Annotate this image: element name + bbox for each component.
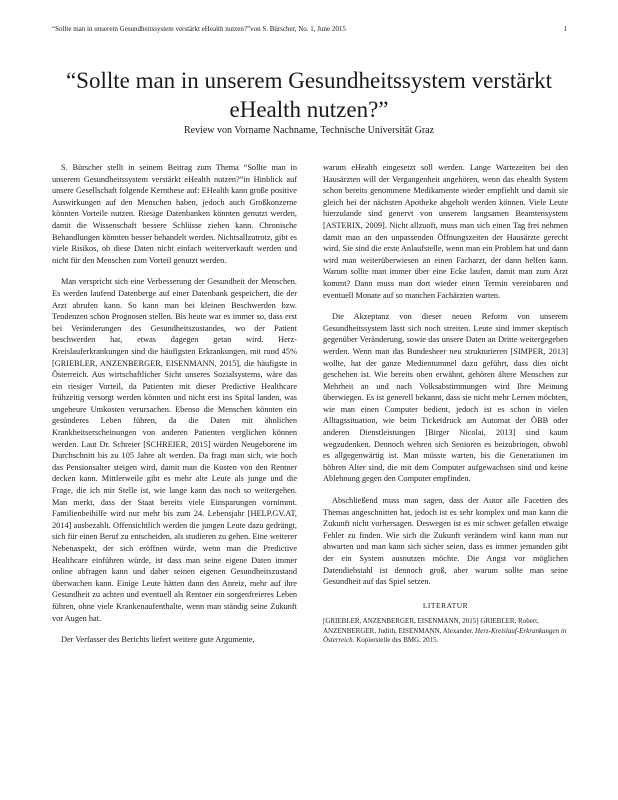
references-heading: LITERATUR: [422, 600, 469, 610]
reference-entry: [323, 617, 568, 646]
right-column: [323, 162, 568, 646]
body-paragraph: Abschließend muss man sagen, dass der Autor alle Facetten des Themas angeschnitten hat, jedoch ist es sehr komplex und man kann die Zukunft nicht vorhersagen. Deswegen ist es mir schwer gefallen etwaige Fehler zu finden. Wie sich die Zukunft verändern wird kann man nur abwarten und man kann sich sicher seien, dass es immer jemanden gibt der ein System ausnutzen möchte. Die Angst vor möglichen Datendiebstahl ist dennoch groß, aber warum sollte man seine Gesundheit auf das Spiel setzen.: [323, 496, 568, 587]
body-paragraph: Die Akzeptanz von dieser neuen Reform von unserem Gesundheitssystem lässt sich noch streiten. Leute sind immer skeptisch gegenüber Veränderung, sowie das unsere Daten an Dritte weitergegeben werden. Wenn man das Bundesheer neu strukturieren [SIMPER, 2013] wollte, hat der ganze Medientummel dazu geführt, dass dies nicht geschehen ist. Wie bereits oben erwähnt, gehören ältere Menschen zur Mehrheit an und nach Volksabstimmungen wird Ihre Meinung überwiegen. Es ist generell bekannt, dass sie nicht mehr Lernen möchten, wie man einen Computer bedient, jedoch ist es schon in vielen Alltagssituation, wie beim Ticketdruck am Automat der ÖBB oder anderen Dienstleistungen [Birger Nicolai, 2013] sind kaum wegzudenken. Dennoch wehren sich Senioren es beizubringen, obwohl es allgegenwärtig ist. Man müsste warten, bis die Generationen im höhren Alter sind, die mit dem Computer aufgewachsen sind und keine Ablehnung gegen den Computer empfinden.: [323, 312, 568, 484]
byline: Review von Vorname Nachname, Technische Universität Graz: [183, 125, 435, 136]
reference-title: Herz-Kreislauf-Erkrankungen in Österreich.: [323, 626, 567, 645]
reference-publisher: Kopierstelle des BMG. 2015.: [356, 636, 439, 645]
left-column: [52, 162, 297, 656]
body-paragraph: warum eHealth eingesetzt soll werden. Lange Wartezeiten bei den Hausärzten will der Vergangenheit angehören, wenn das ehealth System schon bereits genommene Medikamente wieder empfiehlt und damit sie gleich bei der nächsten Apotheke abgeholt werden können. Viele Leute hierzulande sind genervt von unserem langsamen Beamtensystem [ASTERIX, 2009]. Nicht allzuoft, muss man sich einen Tag frei nehmen damit man an den unpassenden Öffnungszeiten der Hausärzte gerecht wird. Sie sind die erste Anlaufstelle, wenn man ein Problem hat und dann wird man weiterüberwiesen an einen Facharzt, der dann helfen kann. Warum sollte man immer über eine Ecke laufen, damit man zum Arzt kommt? Dann muss man dort wieder einen Termin vereinbaren und eventuell Monate auf so manchen Fachärzten warten.: [323, 163, 568, 300]
body-paragraph: S. Bürscher stellt in seinem Beitrag zum Thema “Sollte man in unserem Gesundheitssystem verstärkt eHealth nutzen?”in Hinblick auf unsere Gesellschaft folgende Kernthese auf: EHealth kann große positive Auswirkungen auf den Menschen haben, jedoch auch Großkonzerne könnten Vorteile nutzen. Riesige Datenbanken könnten genutzt werden, damit die Wissenschaft bessere Schlüsse ziehen kann. Chronische Behandlungen könnten besser behandelt werden. Nichtsallzutrotz, gibt es viele Risikos, ob diese Daten nicht einfach weiterverkauft werden und nicht für den Menschen zum Vorteil genutzt werden.: [52, 163, 297, 265]
body-paragraph: Der Verfasser des Berichts liefert weitere gute Argumente,: [61, 635, 255, 645]
running-head-title: “Sollte man in unserem Gesundheitssystem verstärkt eHealth nutzen?”von S. Bürscher, No. 1, June 2015: [52, 25, 346, 33]
running-head: [52, 23, 567, 35]
page-number: 1: [563, 25, 567, 33]
reference-authors: GRIEBLER, Robert, ANZENBERGER, Judith, EISENMANN, Alexander.: [323, 617, 539, 635]
paper-title: “Sollte man in unserem Gesundheitssystem verstärkt eHealth nutzen?”: [65, 68, 553, 122]
body-paragraph: Man verspricht sich eine Verbesserung der Gesundheit der Menschen. Es werden laufend Datenberge auf einer Datenbank gespeichert, die der Arzt abrufen kann. So kann man bei kleinen Beschwerden bzw. Tendenzen schon Prognosen stellen. Bis heute war es immer so, dass erst bei Veränderungen des Gesundheitszustandes, wo der Patient beschwerden hat, etwas dagegen getan wird. Herz-Kreislauferkrankungen sind die häufigsten Erkrankungen, mit rund 45% [GRIEBLER, ANZENBERGER, EISENMANN, 2015], die häufigste in Österreich. Aus wirtschaftlicher Sicht unseres Sozialsystems, wäre das ein riesiger Vorteil, da Patienten mit dieser Predictive Healthcare frühzeitig versorgt werden könnten und nicht erst ins Spital landen, was ungeheure Umkosten verursachen. Ebenso die Menschen könnten ein gesünderes Leben führen, da die Daten mit ähnlichen Krankheitserscheinungen von anderen Patienten verglichen können werden. Laut Dr. Schreier [SCHREIER, 2015] würden Neugeborene im Durchschnitt bis zu 105 Jahre alt werden. Da fragt man sich, wie hoch das Pensionsalter steigen wird, damit man die Kosten von den Rentner decken kann. Mittlerweile gibt es mehr alte Leute als junge und die Frage, die ich mir Stelle ist, wie lange kann das noch so weitergehen. Man merkt, dass der Staat bereits viele Einsparungen vornimmt. Familienbeihilfe wird nur mehr bis zum 24. Lebensjahr [HELP.GV.AT, 2014] ausbezahlt. Offensichtlich werden die jungen Leute dazu gedrängt, sich für einen Beruf zu entscheiden, als studieren zu gehen. Eine weiterer Nebenaspekt, der sich eröffnen würde, wenn man die Predictive Healthcare einführen würde, ist dass man seine eigene Daten immer online abfragen kann und daher seinen eigenen Gesundheitszustand überwachen kann. Einige Leute hätten dann den Anreiz, mehr auf ihre Gesundheit zu achten und eventuell als Rentner ein sorgenfreieres Leben führen, ohne viele Krankenaufenthalte, wenn man ständig seine Zukunft vor Augen hat.: [52, 277, 297, 623]
reference-key: [GRIEBLER, ANZENBERGER, EISENMANN, 2015]: [323, 617, 479, 626]
